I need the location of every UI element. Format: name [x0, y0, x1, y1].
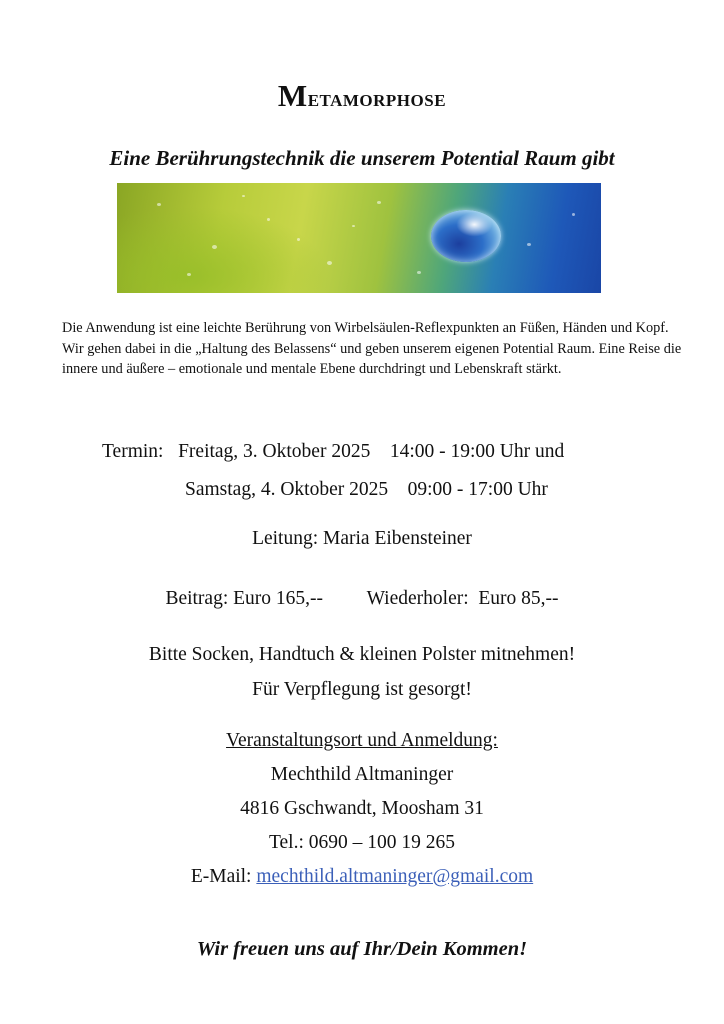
subtitle: Eine Berührungstechnik die unserem Potential Raum gibt	[109, 146, 615, 170]
leitung-line: Leitung: Maria Eibensteiner	[252, 528, 472, 549]
schedule-day-1: Freitag, 3. Oktober 2025	[178, 441, 371, 462]
food-note: Für Verpflegung ist gesorgt!	[252, 679, 472, 700]
venue-address: 4816 Gschwandt, Moosham 31	[240, 798, 484, 819]
schedule-day-2: Samstag, 4. Oktober 2025	[185, 479, 389, 500]
closing-line: Wir freuen uns auf Ihr/Dein Kommen!	[196, 938, 528, 960]
schedule-label: Termin:	[102, 441, 164, 462]
fee-beitrag: Beitrag: Euro 165,--	[165, 588, 324, 609]
schedule-time-1: 14:00 - 19:00 Uhr und	[389, 441, 565, 462]
venue-heading: Veranstaltungsort und Anmeldung:	[226, 730, 498, 751]
schedule-row-2	[185, 479, 548, 501]
email-label: E-Mail:	[190, 866, 257, 887]
page-title	[0, 78, 724, 114]
venue-phone: Tel.: 0690 – 100 19 265	[268, 832, 456, 853]
email-link[interactable]: mechthild.altmaninger@gmail.com	[256, 866, 534, 887]
title-rest: etamorphose	[307, 86, 447, 112]
venue-name: Mechthild Altmaninger	[270, 764, 454, 785]
banner-image	[117, 183, 601, 293]
fees-line	[0, 588, 724, 610]
intro-paragraph: Die Anwendung ist eine leichte Berührung von Wirbelsäulen-Reflexpunkten an Füßen, Händen und Kopf. Wir gehen dabei in die „Haltung des Belassens“ und geben unserem eigenen Potential Raum. Eine Reise die innere und äußere – emotionale und mentale Ebene durchdringt und Lebenskraft stärkt.	[62, 320, 682, 377]
schedule-time-2: 09:00 - 17:00 Uhr	[407, 479, 548, 500]
water-droplet-icon	[431, 210, 501, 262]
schedule-row-1	[102, 441, 564, 463]
title-initial: M	[277, 78, 308, 113]
fee-wiederholer: Wiederholer: Euro 85,--	[366, 588, 559, 609]
bring-note: Bitte Socken, Handtuch & kleinen Polster mitnehmen!	[148, 644, 576, 665]
venue-email-line	[0, 866, 724, 888]
